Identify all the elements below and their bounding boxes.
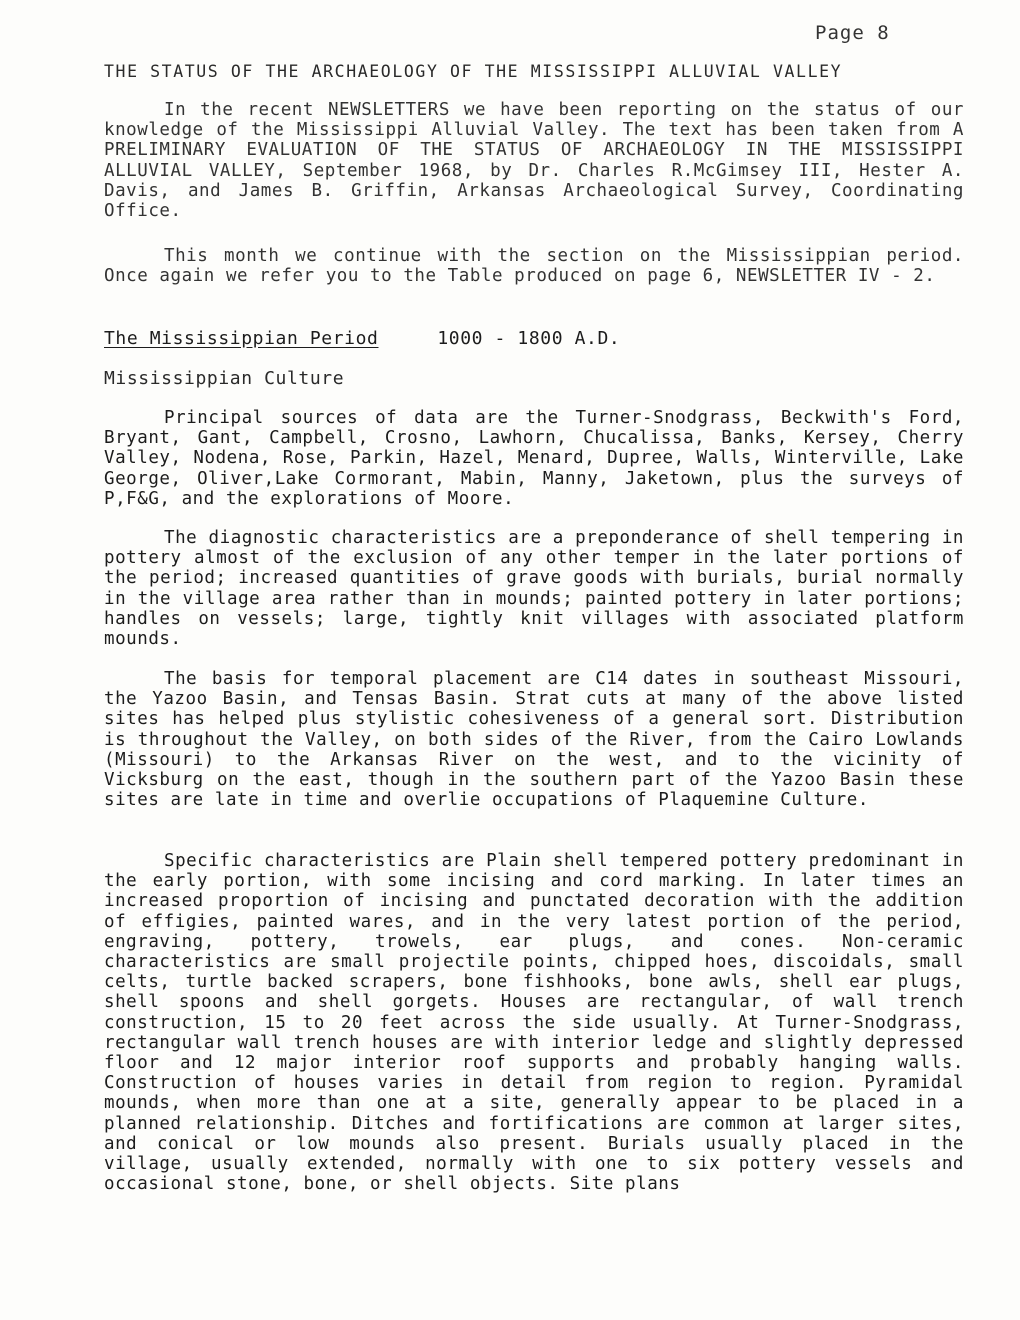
section-heading-dates: 1000 - 1800 A.D. [437, 328, 621, 349]
sources-text: Principal sources of data are the Turner-Snodgrass, Beckwith's Ford, Bryant, Gant, Campbell, Crosno, Lawhorn, Chucalissa, Banks, Kersey, Cherry Valley, Nodena, Rose, Parkin, Hazel, Menard, Dupree, Walls, Winterville, Lake George, Oliver,Lake Cormorant, Mabin, Manny, Jaketown, plus the surveys of P,F&G, and the explorations of Moore. [104, 408, 964, 509]
continuation-paragraph [104, 246, 964, 286]
diagnostic-paragraph [104, 528, 964, 649]
page-number: Page 8 [815, 22, 890, 44]
document-title: THE STATUS OF THE ARCHAEOLOGY OF THE MISSISSIPPI ALLUVIAL VALLEY [104, 62, 843, 81]
specific-paragraph [104, 851, 964, 1194]
section-heading [104, 328, 620, 349]
basis-paragraph [104, 669, 964, 810]
continuation-text: This month we continue with the section on the Mississippian period. Once again we refer you to the Table produced on page 6, NEWSLETTER IV - 2. [104, 246, 964, 287]
specific-text: Specific characteristics are Plain shell tempered pottery predominant in the early portion, with some incising and cord marking. In later times an increased proportion of incising and punctated decoration with the addition of effigies, painted wares, and in the very latest portion of the period, engraving, pottery, trowels, ear plugs, and cones. Non-ceramic characteristics are small projectile points, chipped hoes, discoidals, small celts, turtle backed scrapers, bone fishhooks, bone awls, shell ear plugs, shell spoons and shell gorgets. Houses are rectangular, of wall trench construction, 15 to 20 feet across the side usually. At Turner-Snodgrass, rectangular wall trench houses are with interior ledge and slightly depressed floor and 12 major interior roof supports and probably hanging walls. Construction of houses varies in detail from region to region. Pyramidal mounds, when more than one at a site, generally appear to be placed in a planned relationship. Ditches and fortifications are common at larger sites, and conical or low mounds also present. Burials usually placed in the village, usually extended, normally with one to six pottery vessels and occasional stone, bone, or shell objects. Site plans [104, 851, 964, 1195]
intro-text: In the recent NEWSLETTERS we have been reporting on the status of our knowledge of the Mississippi Alluvial Valley. The text has been taken from A PRELIMINARY EVALUATION OF THE STATUS OF ARCHAEOLOGY IN THE MISSISSIPPI ALLUVIAL VALLEY, September 1968, by Dr. Charles R.McGimsey III, Hester A. Davis, and James B. Griffin, Arkansas Archaeological Survey, Coordinating Office. [104, 100, 964, 222]
diagnostic-text: The diagnostic characteristics are a preponderance of shell tempering in pottery almost of the exclusion of any other temper in the later portions of the period; increased quantities of grave goods with burials, burial normally in the village area rather than in mounds; painted pottery in later portions; handles on vessels; large, tightly knit villages with associated platform mounds. [104, 528, 964, 650]
sources-paragraph [104, 408, 964, 509]
basis-text: The basis for temporal placement are C14 dates in southeast Missouri, the Yazoo Basin, and Tensas Basin. Strat cuts at many of the above listed sites has helped plus stylistic cohesiveness of a general sort. Distribution is throughout the Valley, on both sides of the River, from the Cairo Lowlands (Missouri) to the Arkansas River on the west, and to the vicinity of Vicksburg on the east, though in the southern part of the Yazoo Basin these sites are late in time and overlie occupations of Plaquemine Culture. [104, 669, 964, 811]
intro-paragraph [104, 100, 964, 221]
subheading: Mississippian Culture [104, 368, 345, 389]
section-heading-label: The Mississippian Period [104, 328, 379, 349]
